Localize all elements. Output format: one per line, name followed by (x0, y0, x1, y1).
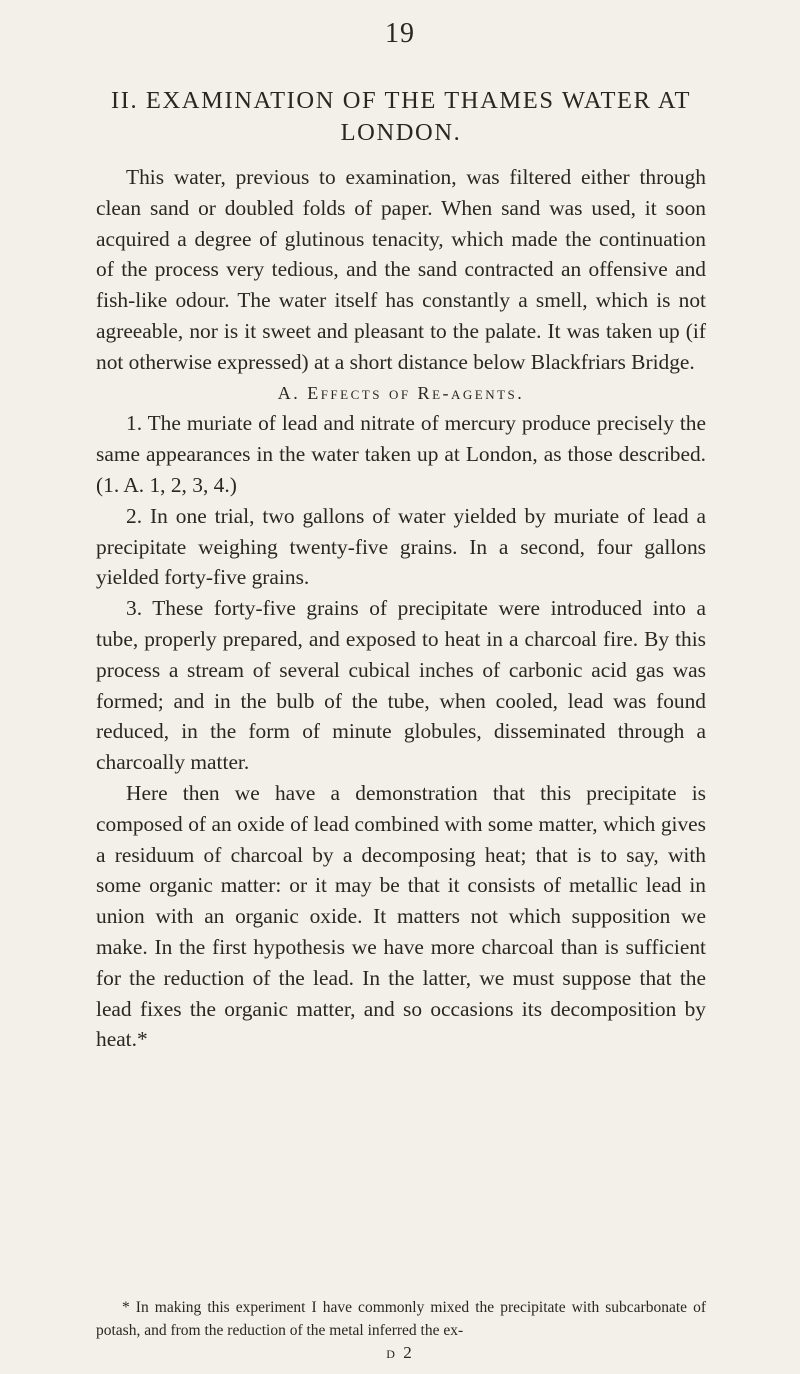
section-heading: II. EXAMINATION OF THE THAMES WATER AT LONDON. (110, 87, 692, 146)
subheading: A. Effects of Re-agents. (277, 382, 525, 403)
signature-mark: d 2 (386, 1343, 414, 1362)
body-text (96, 162, 706, 1055)
paragraph-1: 1. The muriate of lead and nitrate of mercury produce precisely the same appearances in the water taken up at London, as those described. (1. A. 1, 2, 3, 4.) (96, 411, 706, 497)
paragraph-4: Here then we have a demonstration that this precipitate is composed of an oxide of lead combined with some matter, which gives a residuum of charcoal by a decomposing heat; that is to say, with some organic matter: or it may be that it consists of metallic lead in union with an organic oxide. It matters not which supposition we make. In the first hypothesis we have more charcoal than is sufficient for the reduction of the lead. In the latter, we must suppose that the lead fixes the organic matter, and so occasions its decomposition by heat.* (96, 780, 706, 1052)
intro-paragraph: This water, previous to examination, was filtered either through clean sand or doubled folds of paper. When sand was used, it soon acquired a degree of glutinous tenacity, which made the continuation of the process very tedious, and the sand contracted an offensive and fish-like odour. The water itself has constantly a smell, which is not agreeable, nor is it sweet and pleasant to the palate. It was taken up (if not otherwise expressed) at a short distance below Blackfriars Bridge. (96, 165, 706, 374)
footnote: * In making this experiment I have commonly mixed the precipitate with subcarbonate of potash, and from the reduction of the metal inferred the ex- (96, 1299, 706, 1339)
paragraph-3: 3. These forty-five grains of precipitate were introduced into a tube, properly prepared, and exposed to heat in a charcoal fire. By this process a stream of several cubical inches of carbonic acid gas was formed; and in the bulb of the tube, when cooled, lead was found reduced, in the form of minute globules, disseminated through a charcoally matter. (96, 596, 706, 775)
page-number: 19 (385, 18, 415, 49)
paragraph-2: 2. In one trial, two gallons of water yielded by muriate of lead a precipitate weighing twenty-five grains. In a second, four gallons yielded forty-five grains. (96, 503, 706, 590)
